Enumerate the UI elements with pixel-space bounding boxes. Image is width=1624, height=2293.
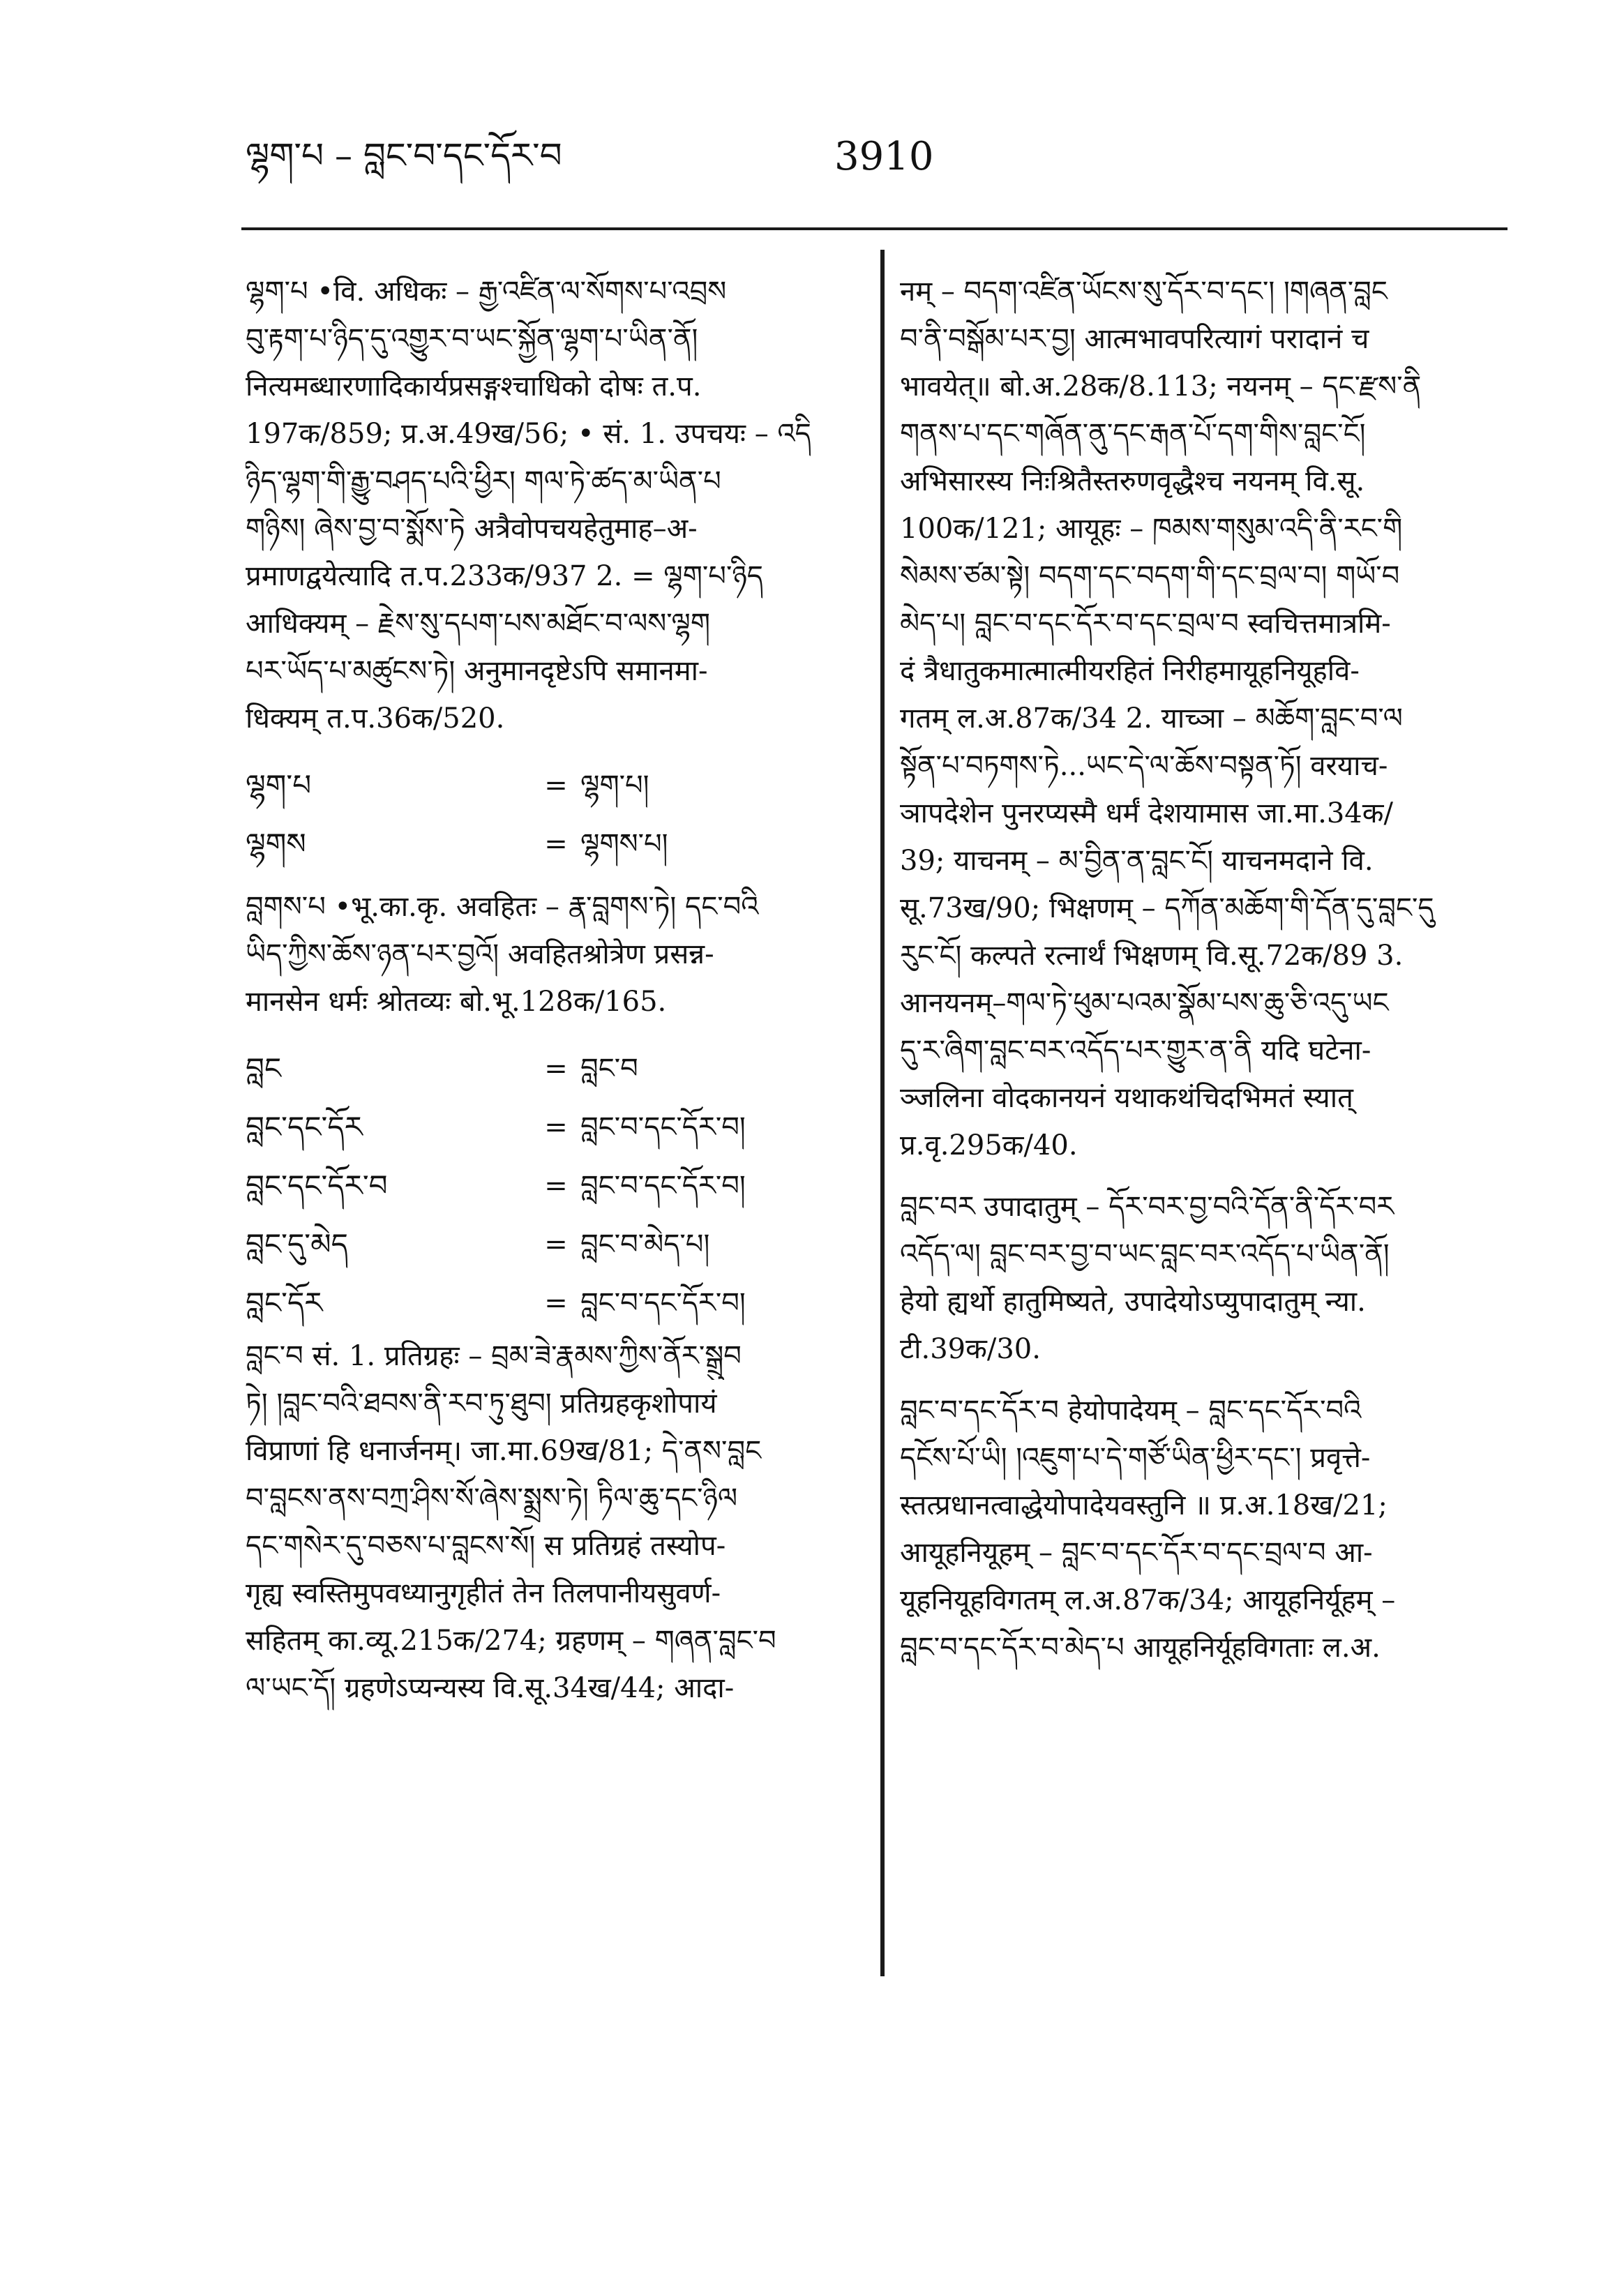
entry-line: प्र.वृ.295क/40. — [900, 1129, 1078, 1161]
entry-line: དང་གསེར་དུ་བཅས་པ་བླངས་སོ། स प्रतिग्रहं तस्योप- — [246, 1530, 726, 1562]
xref-term: ལྷགས — [246, 827, 306, 861]
entry-lhag-pa — [246, 268, 858, 742]
xref-term: ལྷག་པ — [246, 768, 312, 802]
equals-sign: = — [544, 1111, 568, 1143]
entry-line: आनयनम्–གལ་ཏེ་ཕུམ་པའམ་སྣོམ་པས་ཆུ་ཅི་འདུ་ཡང — [900, 987, 1389, 1019]
entry-line: गृह्य स्वस्तिमुपवध्यानुगृहीतं तेन तिलपानीयसुवर्ण- — [246, 1577, 721, 1609]
entry-line: ལྷག་པ •वि. अधिकः – རྒྱ་འཛིན་ལ་སོགས་པ་འབྲས — [246, 276, 727, 308]
xref-target: བླང་བ་དང་དོར་བ། — [580, 1287, 746, 1319]
entry-line: नम् – བདག་འཛིན་ཡོངས་སུ་དོར་བ་དང་། །གཞན་བླང — [900, 276, 1388, 308]
entry-line: བླང་བར उपादातुम् – དོར་བར་བྱ་བའི་དོན་ནི་དོར་བར — [900, 1191, 1394, 1223]
entry-line: 197क/859; प्र.अ.49ख/56; • सं. 1. उपचयः – འདི — [246, 418, 811, 450]
entry-line: भावयेत्॥ बो.अ.28क/8.113; नयनम् – དང་རྫས་ནི — [900, 370, 1422, 403]
right-column — [900, 268, 1514, 1685]
entry-line: དངོས་པོ་ཡི། །འཇུག་པ་དེ་གཙོ་ཡིན་ཕྱིར་དང་། प्रवृत्ते- — [900, 1442, 1371, 1474]
entry-line: यूहनियूहविगतम् ल.अ.87क/34; आयूहनिर्यूहम् – — [900, 1584, 1396, 1616]
entry-line: དུ་ར་ཞིག་བླང་བར་འདོད་པར་གྱུར་ན་ནི यदि घटेना- — [900, 1035, 1371, 1067]
entry-line: མེད་པ། བླང་བ་དང་དོར་བ་དང་བྲལ་བ स्वचित्तमात्रमि- — [900, 608, 1391, 640]
xref-target: བླང་བ་དང་དོར་བ། — [580, 1111, 746, 1143]
running-title: ལྷག་པ – བླང་བ་དང་དོར་བ — [246, 135, 562, 176]
entry-line: བླགས་པ •भू.का.कृ. अवहितः – རྣ་བླགས་ཏེ། དང་བའི — [246, 891, 759, 923]
cross-reference — [246, 1098, 858, 1157]
cross-references-a — [246, 756, 858, 873]
entry-line: हेयो ह्यर्थो हातुमिष्यते, उपादेयोऽप्युपादातुम् न्या. — [900, 1286, 1366, 1318]
xref-target: ལྷག་པ། — [580, 769, 649, 802]
entry-line: བ་བླངས་ནས་བཀྲ་ཤིས་སོ་ཞེས་སྨྲས་ཏེ། ཏིལ་ཆུ་དང་ཉིལ — [246, 1482, 738, 1514]
xref-target: བླང་བ — [580, 1053, 638, 1085]
entry-line: བླང་བ सं. 1. प्रतिग्रहः – བྲམ་ཟེ་རྣམས་ཀྱིས་ནོར་སྒྲུབ — [246, 1340, 742, 1372]
equals-sign: = — [544, 828, 568, 860]
entry-line: 39; याचनम् – མ་བྱིན་ན་བླང་ངོ། याचनमदाने वि. — [900, 845, 1374, 877]
entry-line: ཉིད་ལྷག་གི་རྒྱུ་བཤད་པའི་ཕྱིར། གལ་ཏེ་ཚད་མ་ཡིན་པ — [246, 465, 721, 497]
entry-line: आयूहनियूहम् – བླང་བ་དང་དོར་བ་དང་བྲལ་བ आ- — [900, 1537, 1373, 1569]
entry-line: ञ्जलिना वोदकानयनं यथाकथंचिदभिमतं स्यात् — [900, 1082, 1353, 1114]
entry-blang-bar — [900, 1183, 1514, 1373]
entry-line: ञापदेशेन पुनरप्यस्मै धर्मं देशयामास जा.मा.34क/ — [900, 797, 1393, 829]
entry-line: सहितम् का.व्यू.215क/274; ग्रहणम् – གཞན་བླང་བ — [246, 1625, 776, 1657]
entry-blang-ba — [246, 1332, 858, 1712]
xref-term: བླང — [246, 1051, 282, 1085]
entry-line: ཏེ། །བླང་བའི་ཐབས་ནི་རབ་ཏུ་ཐུབ། प्रतिग्रहकृशोपायं — [246, 1388, 717, 1420]
entry-line: འདོད་ལ། བླང་བར་བྱ་བ་ཡང་བླང་བར་འདོད་པ་ཡིན་ནོ། — [900, 1238, 1390, 1270]
entry-line: སྟོན་པ་བཏགས་ཏེ...ཡང་དེ་ལ་ཆོས་བསྟན་ཏོ། वरयाच- — [900, 750, 1388, 782]
cross-references-b — [246, 1039, 858, 1332]
cross-reference — [246, 1157, 858, 1215]
entry-line: धिक्यम् त.प.36क/520. — [246, 702, 505, 735]
cross-reference — [246, 1039, 858, 1098]
entry-line: मानसेन धर्मः श्रोतव्यः बो.भू.128क/165. — [246, 986, 667, 1018]
entry-line: བླང་བ་དང་དོར་བ་མེད་པ आयूहनिर्यूहविगताः ल.अ. — [900, 1632, 1381, 1664]
entry-line: विप्राणां हि धनार्जनम्। जा.मा.69ख/81; དེ་ནས་བླང — [246, 1435, 762, 1467]
entry-line: བ་ནི་བསྒོམ་པར་བྱ། आत्मभावपरित्यागं परादानं च — [900, 323, 1369, 355]
equals-sign: = — [544, 1287, 568, 1319]
entry-line: आधिक्यम् – རྗེས་སུ་དཔག་པས་མཐོང་བ་ལས་ལྷག — [246, 608, 710, 640]
header-rule — [241, 227, 1508, 230]
entry-line: 100क/121; आयूहः – ཁམས་གསུམ་འདི་ནི་རང་གི — [900, 513, 1403, 545]
entry-line: गतम् ल.अ.87क/34 2. याच्ञा – མཆོག་བླང་བ་ལ — [900, 702, 1403, 735]
xref-target: བླང་བ་དང་དོར་བ། — [580, 1170, 746, 1202]
entry-line: टी.39क/30. — [900, 1333, 1041, 1365]
entry-line: ལ་ཡང་དོ། ग्रहणेऽप्यन्यस्य वि.सू.34ख/44; आदा- — [246, 1672, 735, 1704]
cross-reference — [246, 756, 858, 815]
equals-sign: = — [544, 769, 568, 802]
cross-reference — [246, 815, 858, 873]
entry-line: གནས་པ་དང་གཞོན་ནུ་དང་རྒན་པོ་དག་གིས་བླང་ངོ། — [900, 418, 1366, 450]
cross-reference — [246, 1274, 858, 1332]
entry-line: नित्यमब्धारणादिकार्यप्रसङ्गश्चाधिको दोषः त.प. — [246, 370, 702, 403]
entry-line: दं त्रैधातुकमात्मात्मीयरहितं निरीहमायूहनियूहवि- — [900, 655, 1360, 687]
entry-line: सू.73ख/90; भिक्षणम् – དཀོན་མཆོག་གི་དོན་དུ་བླང་དུ — [900, 892, 1434, 924]
entry-line: རུང་ངོ། कल्पते रत्नार्थं भिक्षणम् वि.सू.72क/89 3. — [900, 940, 1404, 972]
entry-line: བླང་བ་དང་དོར་བ हेयोपादेयम् – བླང་དང་དོར་བའི — [900, 1394, 1362, 1427]
entry-line: བུ་རྟག་པ་ཉིད་དུ་འགྱུར་བ་ཡང་སྐྱོན་ལྷག་པ་ཡིན་ནོ། — [246, 323, 698, 355]
entry-line: प्रमाणद्वयेत्यादि त.प.233क/937 2. = ལྷག་པ་ཉིད — [246, 560, 763, 592]
xref-target: བླང་བ་མེད་པ། — [580, 1228, 710, 1261]
entry-lhags-pa — [246, 883, 858, 1025]
xref-term: བླང་དང་དོར་བ — [246, 1168, 388, 1203]
xref-term: བླང་དང་དོར — [246, 1110, 363, 1144]
entry-line: अभिसारस्य निःश्रितैस्तरुणवृद्धैश्च नयनम् वि.सू. — [900, 465, 1365, 497]
column-divider — [880, 250, 885, 1976]
entry-line: པར་ཡོད་པ་མཚུངས་ཏེ། अनुमानदृष्टेऽपि समानमा- — [246, 655, 708, 687]
equals-sign: = — [544, 1053, 568, 1085]
xref-target: ལྷགས་པ། — [580, 828, 668, 860]
equals-sign: = — [544, 1228, 568, 1261]
entry-blang-ba-continued — [900, 268, 1514, 1169]
cross-reference — [246, 1215, 858, 1274]
entry-line: ཡིད་ཀྱིས་ཆོས་ཉན་པར་བྱའོ། अवहितश्रोत्रेण प्रसन्न- — [246, 938, 714, 970]
xref-term: བླང་དུ་མེད — [246, 1227, 348, 1261]
left-column — [246, 268, 858, 1726]
page-number: 3910 — [834, 134, 934, 179]
xref-term: བླང་དོར — [246, 1286, 323, 1320]
equals-sign: = — [544, 1170, 568, 1202]
entry-line: སེམས་ཙམ་སྟེ། བདག་དང་བདག་གི་དང་བྲལ་བ། གཡོ་བ — [900, 560, 1400, 592]
entry-line: स्तत्प्रधानत्वाद्धेयोपादेयवस्तुनि ॥ प्र.अ.18ख/21; — [900, 1489, 1388, 1521]
entry-blang-ba-dang-dor-ba — [900, 1387, 1514, 1671]
entry-line: གཉིས། ཞེས་བྱ་བ་སྨོས་ཏེ अत्रैवोपचयहेतुमाह–अ- — [246, 513, 698, 545]
